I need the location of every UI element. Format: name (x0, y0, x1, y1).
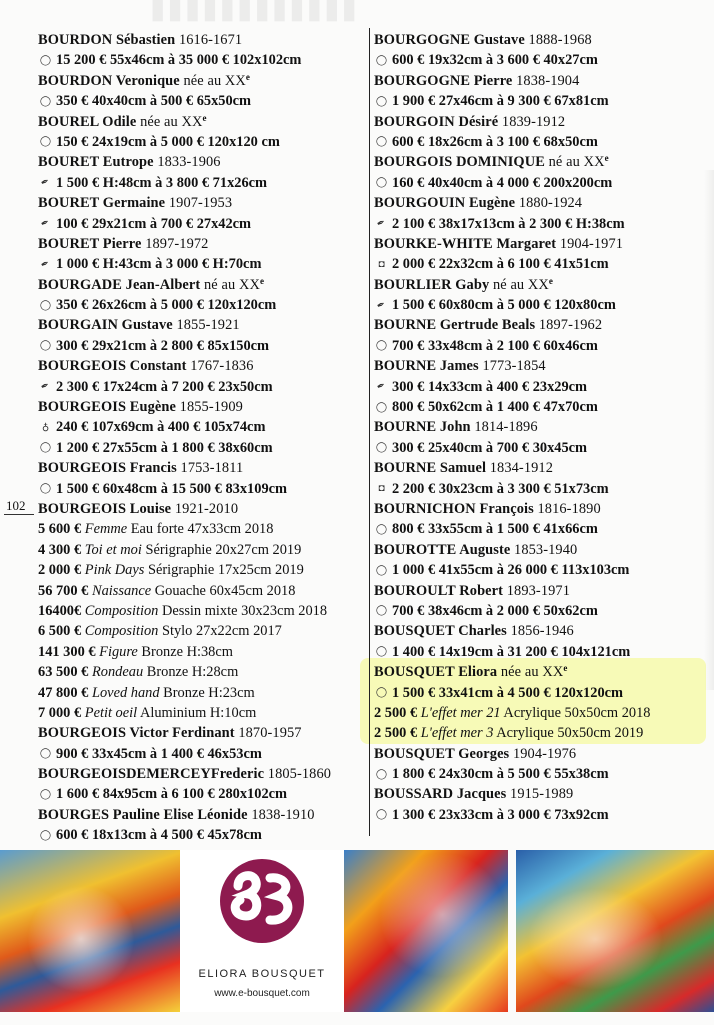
painting-center (344, 850, 508, 1012)
artwork-description: Bronze H:23cm (163, 684, 255, 701)
artist-dates: 1870-1957 (238, 725, 302, 742)
artist-dates-superscript: e (563, 663, 568, 674)
artist-entry (374, 540, 706, 560)
artist-dates: 1767-1836 (190, 358, 254, 375)
price-range: 1 500 € 60x80cm à 5 000 € 120x80cm (392, 297, 616, 314)
price-range: 800 € 33x55cm à 1 500 € 41x66cm (392, 521, 598, 538)
artist-entry (374, 499, 706, 519)
painting-icon: ◯ (375, 768, 388, 780)
artist-name: BOURET Pierre (38, 235, 142, 252)
artist-dates-superscript: e (604, 153, 609, 164)
painting-icon: ◯ (39, 136, 52, 148)
artwork-title: Femme (84, 521, 128, 538)
artist-name: BOUSQUET Eliora (374, 664, 498, 681)
price-range: 600 € 18x13cm à 4 500 € 45x78cm (56, 827, 262, 844)
artist-name: BOURGES Pauline Elise Léonide (38, 806, 248, 823)
artist-name: BOURGOGNE Gustave (374, 32, 525, 48)
advert-website-link[interactable]: www.e-bousquet.com (214, 988, 310, 999)
price-range-row (374, 479, 706, 499)
price-range: 1 300 € 23x33cm à 3 000 € 73x92cm (392, 806, 609, 823)
artist-dates: 1904-1971 (559, 235, 624, 252)
artwork-price: 141 300 € (38, 643, 96, 660)
artwork-price: 4 300 € (38, 541, 82, 558)
sculpture-icon: ✒ (375, 216, 388, 231)
advert-strip (0, 850, 714, 1012)
artist-name: BOURGEOIS Francis (38, 460, 177, 477)
artist-entry (374, 30, 706, 50)
price-range: 240 € 107x69cm à 400 € 105x74cm (56, 419, 266, 436)
artist-name: BOURGADE Jean-Albert (38, 276, 201, 293)
artist-dates: 1773-1854 (482, 358, 546, 375)
artwork-price: 2 500 € (374, 704, 418, 721)
artwork-description: Acrylique 50x50cm 2018 (503, 704, 651, 721)
price-range-row (374, 254, 706, 274)
artwork-description: Dessin mixte 30x23cm 2018 (161, 602, 328, 619)
price-range-row (374, 519, 706, 539)
advert-logo-panel[interactable] (180, 850, 344, 1012)
artist-dates: née au XX (183, 72, 246, 89)
artwork-title: Composition (84, 602, 159, 619)
price-range-row (38, 825, 368, 845)
artist-entry (374, 234, 706, 254)
artist-name: BOUSQUET Charles (374, 623, 507, 640)
artist-dates: né au XX (492, 276, 549, 293)
price-range-row (38, 214, 368, 234)
price-range-row (38, 479, 368, 499)
price-range: 2 100 € 38x17x13cm à 2 300 € H:38cm (392, 215, 625, 232)
artist-entry (38, 315, 368, 335)
price-range: 700 € 33x48cm à 2 100 € 60x46cm (392, 337, 598, 354)
artwork-title: L'effet mer 3 (420, 725, 494, 742)
artist-dates: 1816-1890 (537, 500, 601, 517)
sculpture-icon: ✒ (375, 298, 388, 312)
price-range: 600 € 19x32cm à 3 600 € 40x27cm (392, 52, 598, 69)
artist-entry (38, 234, 368, 254)
price-range: 300 € 14x33cm à 400 € 23x29cm (392, 378, 588, 395)
painting-left (0, 850, 180, 1012)
artist-entry (38, 458, 368, 478)
price-range: 1 500 € 33x41cm à 4 500 € 120x120cm (392, 684, 624, 701)
painting-icon: ◯ (39, 442, 52, 454)
sculpture-icon: ✒ (39, 379, 52, 394)
header-ghost-shadow: ▮▮▮▮▮▮▮▮▮▮▮▮ (150, 0, 359, 25)
price-range-row (38, 132, 368, 152)
artist-dates: 1805-1860 (267, 766, 332, 783)
price-range-row (38, 50, 368, 70)
artwork-description: Sérigraphie 20x27cm 2019 (145, 541, 302, 558)
artist-dates: 1897-1962 (538, 317, 603, 334)
artwork-description: Gouache 60x45cm 2018 (154, 582, 296, 599)
jewel-icon: ♁ (41, 421, 50, 433)
artist-name: BOURGEOISDEMERCEYFrederic (38, 766, 265, 783)
artist-dates: 1853-1940 (514, 541, 578, 558)
artist-name: BOURGEOIS Eugène (38, 399, 176, 416)
artwork-sale-row (38, 581, 368, 601)
price-range: 350 € 40x40cm à 500 € 65x50cm (56, 93, 252, 110)
artist-entry (374, 356, 706, 376)
sculpture-icon: ✒ (39, 216, 52, 231)
artist-dates: 1616-1671 (178, 32, 243, 48)
artwork-title: Composition (84, 623, 159, 640)
painting-icon: ◯ (39, 54, 52, 66)
price-range-row (374, 336, 706, 356)
artist-entry (374, 275, 706, 295)
artist-dates-superscript: e (259, 275, 265, 286)
artist-entry (38, 723, 368, 743)
price-range-row (374, 91, 706, 111)
price-range-row (38, 336, 368, 356)
artwork-sale-row (38, 703, 368, 723)
artist-entry (38, 112, 368, 132)
advert-brand-name: ELIORA BOUSQUET (198, 968, 326, 980)
artist-name: BOUSSARD Jacques (374, 786, 507, 803)
artist-dates: née au XX (500, 664, 564, 681)
painting-right (516, 850, 714, 1012)
artist-entry (374, 621, 706, 641)
painting-icon: ◯ (375, 605, 388, 617)
top-header-strip (0, 0, 714, 30)
artwork-title: L'effet mer 21 (420, 704, 501, 721)
page-number: 102 (6, 498, 26, 513)
price-range-row (374, 764, 706, 784)
artist-entry (374, 193, 706, 213)
painting-icon: ◯ (375, 686, 388, 698)
price-range-row (38, 377, 368, 397)
artist-entry (38, 397, 368, 417)
page-number-rule (4, 514, 34, 515)
price-range-row (374, 642, 706, 662)
photo-icon: ◘ (378, 258, 385, 270)
artwork-sale-row (38, 519, 368, 539)
artist-dates: 1814-1896 (474, 419, 538, 436)
artist-name: BOURNE Gertrude Beals (374, 317, 536, 334)
artist-dates: 1907-1953 (168, 195, 233, 212)
artist-name: BOURNE Samuel (374, 460, 487, 477)
artist-name: BOURKE-WHITE Margaret (374, 235, 557, 252)
artist-name: BOUSQUET Georges (374, 745, 510, 762)
artist-dates: 1856-1946 (510, 623, 574, 640)
artwork-price: 47 800 € (38, 684, 89, 701)
artist-entry (38, 499, 368, 519)
painting-icon: ◯ (375, 177, 388, 189)
artist-entry (38, 193, 368, 213)
artist-name: BOURNE James (374, 358, 479, 375)
price-range: 160 € 40x40cm à 4 000 € 200x200cm (392, 174, 613, 191)
artwork-title: Figure (99, 643, 138, 660)
artwork-sale-row (38, 560, 368, 580)
price-range-row (38, 254, 368, 274)
artist-dates: 1904-1976 (512, 745, 577, 762)
painting-icon: ◯ (39, 748, 52, 760)
painting-icon: ◯ (375, 564, 388, 576)
artwork-sale-row (38, 601, 368, 621)
painting-icon: ◯ (39, 788, 52, 800)
artist-entry (38, 152, 368, 172)
price-range: 1 900 € 27x46cm à 9 300 € 67x81cm (392, 93, 609, 110)
artist-dates: né au XX (548, 154, 605, 171)
artist-entry (374, 662, 706, 682)
artwork-sale-row (38, 540, 368, 560)
price-range-row (38, 173, 368, 193)
painting-icon: ◯ (375, 646, 388, 658)
artist-dates: 1855-1909 (179, 399, 243, 416)
artist-entry (38, 275, 368, 295)
artist-dates-superscript: e (245, 71, 251, 82)
artist-name: BOURGEOIS Louise (38, 500, 172, 517)
painting-icon: ◯ (375, 442, 388, 454)
price-range-row (38, 744, 368, 764)
price-range: 1 600 € 84x95cm à 6 100 € 280x102cm (56, 786, 288, 803)
artist-name: BOUREL Odile (38, 113, 137, 130)
price-range-row (374, 295, 706, 315)
artwork-price: 6 500 € (38, 623, 82, 640)
artist-dates: née au XX (140, 113, 203, 130)
price-range: 2 200 € 30x23cm à 3 300 € 51x73cm (392, 480, 609, 497)
artist-name: BOURDON Sébastien (38, 32, 176, 48)
artwork-title: Toi et moi (84, 541, 142, 558)
left-column (38, 30, 368, 846)
artwork-title: Petit oeil (84, 704, 138, 721)
painting-icon: ◯ (39, 299, 52, 311)
artist-entry (374, 315, 706, 335)
artist-dates-superscript: e (548, 275, 554, 286)
artist-dates: 1838-1910 (251, 806, 315, 823)
artist-name: BOURLIER Gaby (374, 276, 490, 293)
artwork-price: 7 000 € (38, 704, 82, 721)
price-range: 1 400 € 14x19cm à 31 200 € 104x121cm (392, 643, 631, 660)
price-range: 300 € 29x21cm à 2 800 € 85x150cm (56, 337, 270, 354)
artwork-description: Acrylique 50x50cm 2019 (496, 725, 644, 742)
eb-logo-icon (208, 856, 316, 946)
artwork-title: Naissance (91, 582, 152, 599)
price-range-row (374, 601, 706, 621)
artist-dates: 1897-1972 (145, 235, 209, 252)
price-range-row (38, 295, 368, 315)
artwork-description: Sérigraphie 17x25cm 2019 (147, 562, 304, 579)
artwork-sale-row (38, 683, 368, 703)
artist-name: BOURNE John (374, 419, 471, 436)
price-range-row (374, 683, 706, 703)
artist-dates: 1833-1906 (157, 154, 221, 171)
painting-icon: ◯ (375, 523, 388, 535)
artwork-sale-row (38, 662, 368, 682)
artist-dates: 1888-1968 (528, 32, 592, 48)
price-range: 100 € 29x21cm à 700 € 27x42cm (56, 215, 252, 232)
price-range: 300 € 25x40cm à 700 € 30x45cm (392, 439, 588, 456)
painting-icon: ◯ (375, 809, 388, 821)
artist-dates: 1839-1912 (501, 113, 566, 130)
sculpture-icon: ✒ (39, 257, 52, 272)
price-range-row (374, 560, 706, 580)
painting-icon: ◯ (375, 136, 388, 148)
artwork-price: 63 500 € (38, 664, 89, 681)
right-column (374, 30, 706, 825)
artist-dates: 1855-1921 (176, 317, 240, 334)
artist-name: BOURGEOIS Constant (38, 358, 187, 375)
artwork-description: Stylo 27x22cm 2017 (161, 623, 282, 640)
artwork-sale-row (38, 642, 368, 662)
price-range: 2 000 € 22x32cm à 6 100 € 41x51cm (392, 256, 609, 273)
sculpture-icon: ✒ (375, 379, 388, 394)
price-range: 600 € 18x26cm à 3 100 € 68x50cm (392, 133, 598, 150)
artist-entry (374, 152, 706, 172)
artwork-title: Loved hand (91, 684, 160, 701)
artist-entry (374, 112, 706, 132)
artwork-price: 5 600 € (38, 521, 82, 538)
sculpture-icon: ✒ (39, 176, 52, 190)
painting-icon: ◯ (375, 54, 388, 66)
artist-entry (374, 581, 706, 601)
price-range-row (38, 417, 368, 437)
artist-dates: né au XX (204, 276, 260, 293)
price-range-row (374, 397, 706, 417)
painting-icon: ◯ (375, 340, 388, 352)
artist-name: BOURGOUIN Eugène (374, 195, 516, 212)
artwork-description: Aluminium H:10cm (139, 704, 257, 721)
price-range-row (374, 132, 706, 152)
price-range: 1 500 € H:48cm à 3 800 € 71x26cm (56, 174, 268, 191)
price-range: 800 € 50x62cm à 1 400 € 47x70cm (392, 399, 598, 416)
price-range: 1 200 € 27x55cm à 1 800 € 38x60cm (56, 439, 273, 456)
artist-name: BOURGOIN Désiré (374, 113, 499, 130)
artwork-description: Bronze H:28cm (146, 664, 239, 681)
artist-entry (374, 71, 706, 91)
artist-entry (374, 417, 706, 437)
price-range: 1 800 € 24x30cm à 5 500 € 55x38cm (392, 766, 609, 783)
price-range: 150 € 24x19cm à 5 000 € 120x120 cm (56, 133, 280, 150)
price-range-row (374, 377, 706, 397)
artist-dates: 1838-1904 (516, 72, 580, 89)
painting-icon: ◯ (39, 340, 52, 352)
artist-dates: 1893-1971 (506, 582, 571, 599)
price-range-row (38, 91, 368, 111)
artwork-price: 2 500 € (374, 725, 418, 742)
painting-icon: ◯ (39, 483, 52, 495)
painting-icon: ◯ (375, 401, 388, 413)
artwork-price: 16400€ (38, 602, 82, 619)
artist-dates: 1921-2010 (174, 500, 239, 517)
artist-name: BOUROTTE Auguste (374, 541, 511, 558)
price-range: 1 500 € 60x48cm à 15 500 € 83x109cm (56, 480, 288, 497)
artwork-price: 56 700 € (38, 582, 89, 599)
price-range: 2 300 € 17x24cm à 7 200 € 23x50cm (56, 378, 273, 395)
artist-entry (38, 71, 368, 91)
painting-icon: ◯ (375, 95, 388, 107)
price-range-row (38, 784, 368, 804)
photo-icon: ◘ (378, 483, 385, 495)
price-range-row (374, 173, 706, 193)
price-range: 350 € 26x26cm à 5 000 € 120x120cm (56, 297, 277, 314)
price-range: 900 € 33x45cm à 1 400 € 46x53cm (56, 745, 262, 762)
artist-dates: 1753-1811 (180, 460, 244, 477)
artist-entry (374, 458, 706, 478)
artist-entry (374, 744, 706, 764)
artist-entry (374, 784, 706, 804)
artist-entry (38, 764, 368, 784)
artist-name: BOURGOIS DOMINIQUE (374, 154, 545, 171)
artwork-sale-row (374, 703, 706, 723)
painting-icon: ◯ (39, 95, 52, 107)
price-range-row (374, 214, 706, 234)
painting-icon: ◯ (39, 829, 52, 841)
artist-entry (38, 30, 368, 50)
artist-name: BOURGEOIS Victor Ferdinant (38, 725, 235, 742)
artist-dates: 1880-1924 (518, 195, 583, 212)
artist-name: BOURNICHON François (374, 500, 534, 517)
price-range: 1 000 € H:43cm à 3 000 € H:70cm (56, 256, 262, 273)
price-range: 1 000 € 41x55cm à 26 000 € 113x103cm (392, 562, 630, 579)
price-range: 15 200 € 55x46cm à 35 000 € 102x102cm (56, 52, 302, 69)
artist-name: BOUROULT Robert (374, 582, 504, 599)
artwork-title: Rondeau (91, 664, 144, 681)
artist-dates: 1834-1912 (489, 460, 554, 477)
artist-entry (38, 356, 368, 376)
artist-name: BOURDON Veronique (38, 72, 180, 89)
column-divider (369, 28, 370, 836)
artwork-sale-row (374, 723, 706, 743)
artwork-description: Eau forte 47x33cm 2018 (130, 521, 274, 538)
price-range-row (374, 438, 706, 458)
artwork-price: 2 000 € (38, 562, 82, 579)
price-range-row (374, 805, 706, 825)
artist-name: BOURET Eutrope (38, 154, 154, 171)
price-range-row (374, 50, 706, 70)
artist-name: BOURGOGNE Pierre (374, 72, 513, 89)
artist-dates: 1915-1989 (510, 786, 574, 803)
artist-name: BOURGAIN Gustave (38, 317, 173, 334)
price-range: 700 € 38x46cm à 2 000 € 50x62cm (392, 602, 598, 619)
artist-dates-superscript: e (202, 112, 207, 123)
artwork-title: Pink Days (84, 562, 145, 579)
artist-entry (38, 805, 368, 825)
price-range-row (38, 438, 368, 458)
artist-name: BOURET Germaine (38, 195, 166, 212)
artwork-description: Bronze H:38cm (141, 643, 233, 660)
artwork-sale-row (38, 621, 368, 641)
